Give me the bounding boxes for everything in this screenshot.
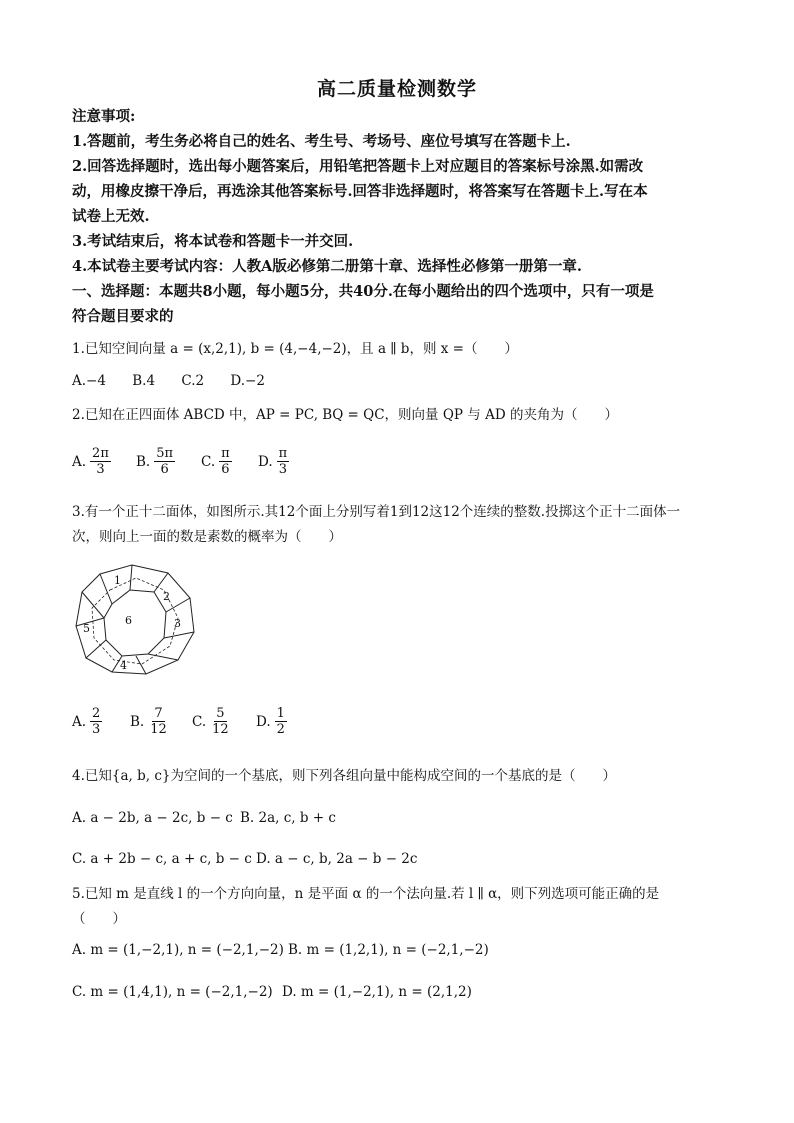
- q3-option-c-label: C.: [192, 713, 207, 730]
- q4-option-a: A. a − 2b, a − 2c, b − c: [72, 810, 233, 826]
- question-2-stem: 2.已知在正四面体 ABCD 中，AP = PC, BQ = QC，则向量 QP 与 AD 的夹角为（ ）: [72, 407, 618, 423]
- q2-option-c-den: 6: [221, 462, 230, 477]
- question-5-stem-cont: （ ）: [72, 911, 126, 927]
- q2-option-c-num: π: [221, 446, 230, 461]
- q1-option-a: A.−4: [72, 373, 106, 389]
- notice-item-4: 4.本试卷主要考试内容：人教A版必修第二册第十章、选择性必修第一册第一章.: [72, 258, 582, 275]
- q2-option-a-num: 2π: [92, 446, 109, 461]
- q4-option-c: C. a + 2b − c, a + c, b − c: [72, 851, 252, 867]
- q2-option-d: [258, 446, 291, 477]
- q3-option-a-num: 2: [92, 706, 101, 721]
- page-title: 高二质量检测数学: [316, 78, 477, 100]
- q3-option-a-den: 3: [92, 722, 101, 737]
- q5-option-d: D. m = (1,−2,1), n = (2,1,2): [282, 984, 472, 1000]
- notice-item-1: 1.答题前，考生务必将自己的姓名、考生号、考场号、座位号填写在答题卡上.: [72, 133, 571, 150]
- q5-option-a: A. m = (1,−2,1), n = (−2,1,−2): [72, 942, 284, 958]
- face-label-4: 4: [120, 659, 127, 672]
- face-label-1: 1: [114, 574, 121, 587]
- q2-option-b-num: 5π: [156, 446, 174, 461]
- q2-option-c-label: C.: [201, 453, 216, 470]
- face-label-3: 3: [174, 617, 181, 630]
- section-heading-cont: 符合题目要求的: [72, 308, 174, 325]
- question-5-stem: 5.已知 m 是直线 l 的一个方向向量，n 是平面 α 的一个法向量.若 l ∥ α，则下列选项可能正确的是: [72, 886, 660, 902]
- q2-option-b-label: B.: [136, 453, 151, 470]
- q1-option-b: B.4: [132, 373, 156, 389]
- dodecahedron-figure: [70, 560, 200, 680]
- q3-option-d-label: D.: [256, 713, 271, 730]
- section-heading: 一、选择题：本题共8小题，每小题5分，共40分.在每小题给出的四个选项中，只有一项是: [72, 283, 654, 300]
- q2-option-a-label: A.: [72, 453, 87, 470]
- q3-option-c-den: 12: [212, 722, 229, 737]
- q2-option-b: [136, 446, 177, 477]
- q3-option-a-label: A.: [72, 713, 87, 730]
- q3-option-c-num: 5: [216, 706, 225, 721]
- q3-option-a: [72, 706, 104, 737]
- q1-option-c: C.2: [181, 373, 205, 389]
- question-4-stem: 4.已知{a, b, c}为空间的一个基底，则下列各组向量中能构成空间的一个基底的是（ ）: [72, 768, 616, 784]
- question-1-options: [72, 373, 287, 389]
- q2-option-a: [72, 446, 113, 477]
- q2-option-a-den: 3: [96, 462, 105, 477]
- question-3-stem-cont: 次，则向上一面的数是素数的概率为（ ）: [72, 529, 342, 545]
- q3-option-d-den: 2: [276, 722, 285, 737]
- question-1-stem: 1.已知空间向量 a = (x,2,1), b = (4,−4,−2)，且 a ∥ b，则 x =（ ）: [72, 341, 518, 357]
- q2-option-c: [201, 446, 234, 477]
- q5-option-b: B. m = (1,2,1), n = (−2,1,−2): [288, 942, 489, 958]
- q3-option-c: [192, 706, 233, 737]
- q3-option-d-num: 1: [276, 706, 285, 721]
- q1-option-d: D.−2: [230, 373, 265, 389]
- q3-option-b: [130, 706, 171, 737]
- notice-item-2: 2.回答选择题时，选出每小题答案后，用铅笔把答题卡上对应题目的答案标号涂黑.如需改: [72, 158, 644, 175]
- notice-heading: 注意事项:: [72, 108, 136, 125]
- q5-option-c: C. m = (1,4,1), n = (−2,1,−2): [72, 984, 273, 1000]
- q3-option-b-den: 12: [150, 722, 167, 737]
- q3-option-b-label: B.: [130, 713, 145, 730]
- notice-item-2-cont: 动，用橡皮擦干净后，再选涂其他答案标号.回答非选择题时，将答案写在答题卡上.写在本: [72, 183, 648, 200]
- q4-option-b: B. 2a, c, b + c: [240, 810, 336, 826]
- notice-item-2-end: 试卷上无效.: [72, 208, 150, 225]
- face-label-6: 6: [125, 614, 132, 627]
- q3-option-d: [256, 706, 289, 737]
- face-label-5: 5: [83, 622, 90, 635]
- q2-option-d-num: π: [278, 446, 288, 461]
- q4-option-d: D. a − c, b, 2a − b − 2c: [256, 851, 418, 867]
- q2-option-d-label: D.: [258, 453, 273, 470]
- q3-option-b-num: 7: [154, 706, 163, 721]
- question-3-stem: 3.有一个正十二面体，如图所示.其12个面上分别写着1到12这12个连续的整数.投掷这个正十二面体一: [72, 504, 681, 520]
- q2-option-d-den: 3: [278, 462, 288, 477]
- face-label-2: 2: [163, 590, 170, 603]
- face-6-outline: [104, 590, 166, 656]
- q2-option-b-den: 6: [160, 462, 169, 477]
- notice-item-3: 3.考试结束后，将本试卷和答题卡一并交回.: [72, 233, 354, 250]
